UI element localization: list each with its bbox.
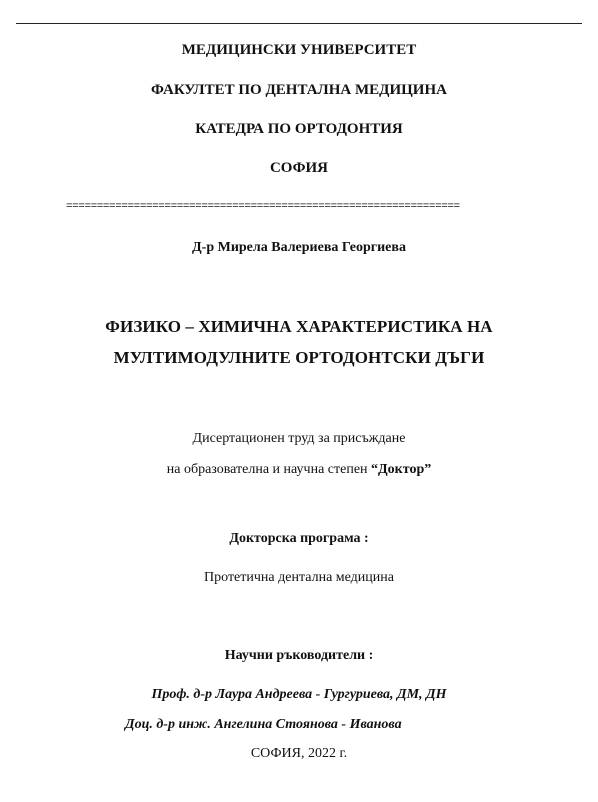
- dissertation-title-line-1: ФИЗИКО – ХИМИЧНА ХАРАКТЕРИСТИКА НА: [105, 317, 493, 336]
- dissertation-title-line-2: МУЛТИМОДУЛНИТЕ ОРТОДОНТСКИ ДЪГИ: [113, 348, 485, 367]
- supervisor-first: Проф. д-р Лаура Андреева - Гургуриева, ДМ, ДН: [151, 687, 447, 702]
- supervisor-second: Доц. д-р инж. Ангелина Стоянова - Иванова: [125, 717, 402, 732]
- degree-name: “Доктор”: [371, 462, 432, 477]
- degree-prefix-text: на образователна и научна степен: [166, 462, 372, 477]
- author-name: Д-р Мирела Валериева Георгиева: [192, 240, 406, 255]
- program-label: Докторска програма :: [229, 531, 369, 546]
- supervisors-label: Научни ръководители :: [224, 648, 374, 663]
- university-name: МЕДИЦИНСКИ УНИВЕРСИТЕТ: [181, 42, 417, 58]
- separator-line: ================================================================: [66, 202, 460, 213]
- dissertation-description-line-1: Дисертационен труд за присъждане: [192, 431, 406, 446]
- city-name: СОФИЯ: [269, 160, 329, 176]
- faculty-name: ФАКУЛТЕТ ПО ДЕНТАЛНА МЕДИЦИНА: [151, 82, 447, 98]
- footer-city-year: СОФИЯ, 2022 г.: [250, 746, 348, 761]
- top-border-line: [16, 23, 582, 24]
- program-value: Протетична дентална медицина: [204, 570, 394, 585]
- dissertation-description-line-2: [0, 463, 598, 477]
- department-name: КАТЕДРА ПО ОРТОДОНТИЯ: [195, 121, 403, 137]
